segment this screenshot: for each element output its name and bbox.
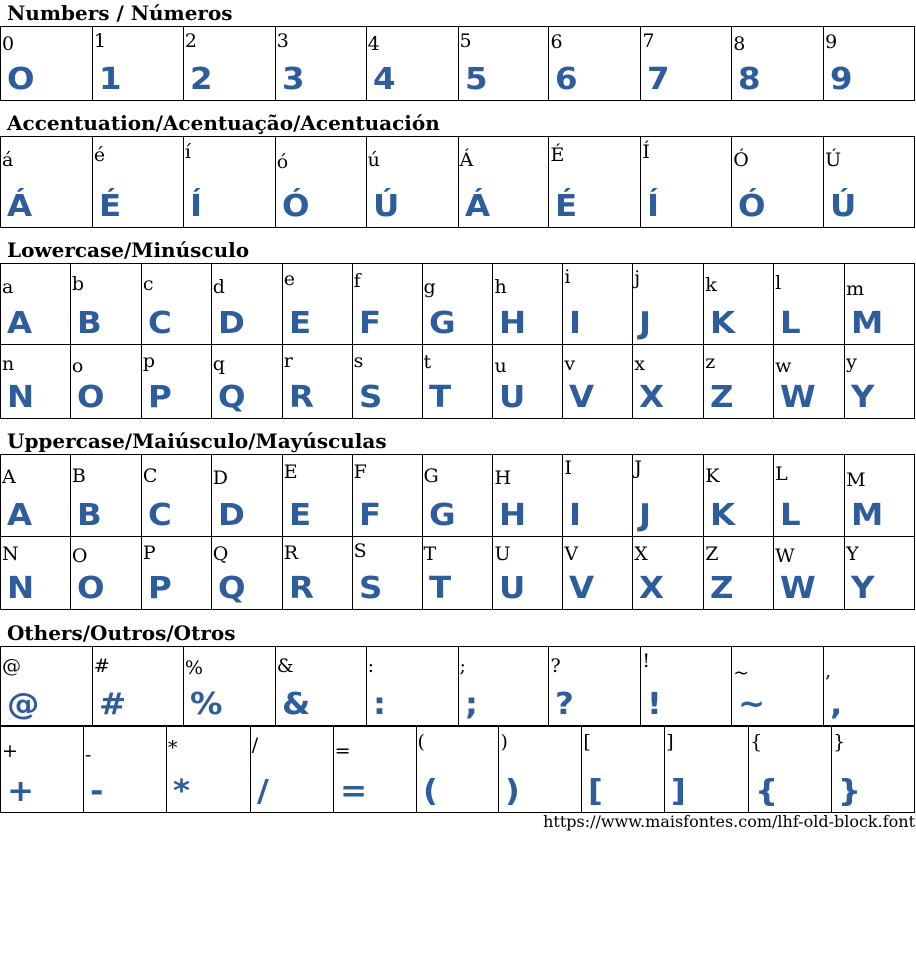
font-glyph-sample: Y xyxy=(851,571,875,606)
glyph-cell xyxy=(71,455,142,537)
font-glyph-sample: 1 xyxy=(98,62,122,97)
font-glyph-sample: X xyxy=(639,380,665,415)
section-title-accentuation: Accentuation/Acentuação/Acentuación xyxy=(7,111,440,135)
character-label: n xyxy=(2,353,15,375)
character-label: : xyxy=(367,655,375,677)
character-label: } xyxy=(833,731,846,753)
glyph-cell xyxy=(641,647,732,726)
lowercase-grid-row-1 xyxy=(0,263,915,345)
font-glyph-sample: : xyxy=(372,687,386,722)
glyph-cell xyxy=(283,536,353,610)
character-label: A xyxy=(2,466,16,488)
character-label: u xyxy=(494,355,507,377)
glyph-cell xyxy=(633,344,704,419)
glyph-cell xyxy=(1,344,71,419)
character-label: S xyxy=(353,540,367,562)
glyph-cell xyxy=(423,536,494,610)
font-glyph-sample: Z xyxy=(710,571,734,606)
character-label: ú xyxy=(367,149,380,171)
character-label: j xyxy=(634,267,641,289)
character-label: ( xyxy=(417,731,425,753)
character-label: R xyxy=(283,542,298,564)
character-label: c xyxy=(142,273,154,295)
font-glyph-sample: S xyxy=(358,380,382,415)
character-label: z xyxy=(705,351,716,373)
font-glyph-sample: E xyxy=(288,498,311,533)
character-label: ) xyxy=(500,731,508,753)
glyph-cell xyxy=(845,536,915,610)
font-glyph-sample: Á xyxy=(7,189,33,224)
font-glyph-sample: 7 xyxy=(647,62,670,97)
glyph-cell xyxy=(283,264,353,345)
font-glyph-sample: F xyxy=(358,306,381,341)
glyph-cell xyxy=(276,647,367,726)
glyph-cell xyxy=(1,137,93,228)
accentuation-grid xyxy=(0,136,915,228)
font-glyph-sample: } xyxy=(838,774,862,809)
font-glyph-sample: [ xyxy=(588,774,604,809)
font-glyph-sample: Z xyxy=(710,380,734,415)
glyph-cell xyxy=(633,264,704,345)
glyph-cell xyxy=(353,264,423,345)
character-label: { xyxy=(750,731,763,753)
glyph-cell xyxy=(212,264,283,345)
font-glyph-sample: K xyxy=(710,498,736,533)
font-glyph-sample: M xyxy=(851,306,884,341)
font-glyph-sample: Ú xyxy=(372,189,399,224)
glyph-cell xyxy=(493,264,563,345)
font-glyph-sample: V xyxy=(569,380,595,415)
glyph-cell xyxy=(704,455,774,537)
glyph-cell xyxy=(184,647,276,726)
glyph-cell xyxy=(1,264,71,345)
glyph-cell xyxy=(251,727,334,813)
character-label: Í xyxy=(642,141,650,163)
character-label: l xyxy=(775,272,782,294)
glyph-cell xyxy=(563,455,633,537)
glyph-cell xyxy=(633,455,704,537)
character-label: F xyxy=(353,461,367,483)
font-glyph-sample: - xyxy=(89,774,104,809)
glyph-cell xyxy=(774,264,845,345)
character-label: d xyxy=(212,276,225,298)
font-glyph-sample: C xyxy=(147,306,172,341)
glyph-cell xyxy=(641,137,732,228)
character-label: 4 xyxy=(367,33,380,55)
uppercase-grid-row-2 xyxy=(0,536,915,610)
font-glyph-sample: A xyxy=(7,498,33,533)
font-glyph-sample: Í xyxy=(647,189,660,224)
character-label: 9 xyxy=(825,31,838,53)
font-glyph-sample: I xyxy=(569,498,582,533)
character-label: 6 xyxy=(550,31,563,53)
glyph-cell xyxy=(1,647,93,726)
font-glyph-sample: ( xyxy=(422,774,438,809)
glyph-cell xyxy=(824,137,915,228)
character-label: @ xyxy=(2,655,21,677)
glyph-cell xyxy=(276,27,367,101)
glyph-cell xyxy=(353,344,423,419)
font-glyph-sample: * xyxy=(172,774,190,809)
font-glyph-sample: ! xyxy=(647,687,663,722)
character-label: b xyxy=(71,273,85,295)
glyph-cell xyxy=(423,264,494,345)
character-label: q xyxy=(212,353,225,375)
character-label: G xyxy=(423,465,439,487)
font-glyph-sample: ) xyxy=(505,774,521,809)
glyph-cell xyxy=(549,137,641,228)
character-label: Q xyxy=(212,543,229,565)
font-glyph-sample: U xyxy=(499,380,526,415)
font-glyph-sample: R xyxy=(288,571,314,606)
glyph-cell xyxy=(417,727,500,813)
font-glyph-sample: % xyxy=(189,687,223,722)
glyph-cell xyxy=(71,536,142,610)
glyph-cell xyxy=(459,27,550,101)
character-label: Á xyxy=(459,149,474,171)
font-glyph-sample: 2 xyxy=(189,62,213,97)
glyph-cell xyxy=(732,647,824,726)
glyph-cell xyxy=(824,647,915,726)
glyph-cell xyxy=(549,647,641,726)
character-label: M xyxy=(846,469,866,491)
glyph-cell xyxy=(212,455,283,537)
font-glyph-sample: L xyxy=(780,498,801,533)
character-label: & xyxy=(276,655,294,677)
glyph-cell xyxy=(1,536,71,610)
font-glyph-sample: Í xyxy=(189,189,202,224)
character-label: / xyxy=(251,734,259,756)
glyph-cell xyxy=(212,344,283,419)
glyph-cell xyxy=(493,455,563,537)
glyph-cell xyxy=(493,344,563,419)
lowercase-grid-row-2 xyxy=(0,344,915,419)
glyph-cell xyxy=(582,727,665,813)
glyph-cell xyxy=(423,455,494,537)
character-label: á xyxy=(2,149,14,171)
character-label: a xyxy=(2,276,14,298)
glyph-cell xyxy=(665,727,749,813)
font-glyph-sample: Ó xyxy=(738,189,766,224)
character-label: H xyxy=(494,467,512,489)
character-label: Ó xyxy=(733,149,749,171)
character-label: o xyxy=(71,355,84,377)
font-glyph-sample: & xyxy=(281,687,310,722)
font-glyph-sample: G xyxy=(428,498,456,533)
character-label: N xyxy=(2,543,19,565)
font-glyph-sample: J xyxy=(639,306,652,341)
character-label: É xyxy=(550,144,565,166)
character-label: k xyxy=(705,274,717,296)
font-glyph-sample: I xyxy=(569,306,582,341)
font-glyph-sample: = xyxy=(339,774,367,809)
uppercase-grid-row-1 xyxy=(0,454,915,537)
character-label: U xyxy=(494,543,511,565)
character-label: O xyxy=(71,545,88,567)
character-label: Ú xyxy=(825,149,842,171)
glyph-cell xyxy=(1,27,93,101)
font-glyph-sample: É xyxy=(98,189,122,224)
font-glyph-sample: Ó xyxy=(281,189,310,224)
font-glyph-sample: H xyxy=(499,306,527,341)
character-label: V xyxy=(564,543,579,565)
glyph-cell xyxy=(845,344,915,419)
glyph-cell xyxy=(493,536,563,610)
font-glyph-sample: O xyxy=(7,62,35,97)
glyph-cell xyxy=(563,536,633,610)
character-label: i xyxy=(564,266,571,288)
font-glyph-sample: A xyxy=(7,306,33,341)
font-glyph-sample: B xyxy=(76,498,102,533)
glyph-cell xyxy=(774,344,845,419)
font-glyph-sample: W xyxy=(780,380,816,415)
character-label: 7 xyxy=(642,30,655,52)
glyph-cell xyxy=(184,137,276,228)
section-title-others: Others/Outros/Otros xyxy=(7,621,236,645)
font-glyph-sample: Ú xyxy=(830,189,857,224)
character-label: 1 xyxy=(93,30,106,52)
glyph-cell xyxy=(367,647,459,726)
glyph-cell xyxy=(212,536,283,610)
font-glyph-sample: M xyxy=(851,498,884,533)
character-label: # xyxy=(93,655,110,677)
character-label: ? xyxy=(550,655,561,677)
glyph-cell xyxy=(633,536,704,610)
glyph-cell xyxy=(641,27,732,101)
glyph-cell xyxy=(704,264,774,345)
others-grid-row-1 xyxy=(0,646,915,726)
glyph-cell xyxy=(732,137,824,228)
character-label: K xyxy=(705,465,720,487)
font-glyph-sample: J xyxy=(639,498,652,533)
glyph-cell xyxy=(367,27,459,101)
character-label: 8 xyxy=(733,33,746,55)
font-glyph-sample: F xyxy=(358,498,381,533)
character-label: , xyxy=(825,660,832,682)
character-label: w xyxy=(775,355,792,377)
font-glyph-sample: O xyxy=(76,571,105,606)
glyph-cell xyxy=(749,727,832,813)
font-glyph-sample: ~ xyxy=(738,687,766,722)
font-glyph-sample: V xyxy=(569,571,595,606)
glyph-cell xyxy=(1,727,84,813)
character-label: * xyxy=(167,737,178,759)
glyph-cell xyxy=(276,137,367,228)
glyph-cell xyxy=(167,727,251,813)
character-label: s xyxy=(353,350,364,372)
font-glyph-sample: N xyxy=(7,571,35,606)
font-glyph-sample: D xyxy=(217,498,245,533)
font-glyph-sample: R xyxy=(288,380,314,415)
font-glyph-sample: D xyxy=(217,306,245,341)
character-label: [ xyxy=(583,731,591,753)
font-glyph-sample: U xyxy=(499,571,526,606)
glyph-cell xyxy=(283,455,353,537)
character-label: T xyxy=(423,543,437,565)
character-label: P xyxy=(142,542,156,564)
section-title-uppercase: Uppercase/Maiúsculo/Mayúsculas xyxy=(7,429,387,453)
character-label: h xyxy=(494,276,507,298)
character-label: L xyxy=(775,463,788,485)
font-glyph-sample: , xyxy=(830,687,843,722)
character-label: Y xyxy=(846,543,859,565)
character-label: v xyxy=(564,353,576,375)
glyph-cell xyxy=(142,536,212,610)
character-label: B xyxy=(71,465,86,487)
font-glyph-sample: { xyxy=(755,774,779,809)
glyph-cell xyxy=(832,727,915,813)
glyph-cell xyxy=(334,727,417,813)
glyph-cell xyxy=(774,536,845,610)
font-glyph-sample: T xyxy=(428,380,451,415)
character-label: % xyxy=(184,657,203,679)
glyph-cell xyxy=(84,727,167,813)
glyph-cell xyxy=(845,264,915,345)
character-label: f xyxy=(353,270,361,292)
character-label: 2 xyxy=(184,30,197,52)
character-label: g xyxy=(423,276,436,298)
font-glyph-sample: W xyxy=(780,571,816,606)
character-label: ; xyxy=(459,655,466,677)
section-title-lowercase: Lowercase/Minúsculo xyxy=(7,238,250,262)
glyph-cell xyxy=(563,264,633,345)
font-glyph-sample: 9 xyxy=(830,62,853,97)
font-glyph-sample: É xyxy=(555,189,578,224)
font-glyph-sample: ] xyxy=(671,774,687,809)
font-glyph-sample: X xyxy=(639,571,665,606)
character-label: x xyxy=(634,353,646,375)
glyph-cell xyxy=(824,27,915,101)
font-glyph-sample: L xyxy=(780,306,801,341)
others-grid-row-2 xyxy=(0,726,915,813)
glyph-cell xyxy=(845,455,915,537)
font-glyph-sample: # xyxy=(98,687,127,722)
font-glyph-sample: ? xyxy=(555,687,575,722)
glyph-cell xyxy=(93,137,184,228)
font-glyph-sample: T xyxy=(428,571,451,606)
character-label: W xyxy=(775,545,795,567)
font-glyph-sample: P xyxy=(147,380,172,415)
font-glyph-sample: S xyxy=(358,571,382,606)
glyph-cell xyxy=(1,455,71,537)
character-label: 0 xyxy=(2,33,15,55)
font-glyph-sample: P xyxy=(147,571,172,606)
glyph-cell xyxy=(93,27,184,101)
font-glyph-sample: H xyxy=(499,498,527,533)
font-glyph-sample: N xyxy=(7,380,35,415)
character-label: ó xyxy=(276,151,289,173)
character-label: J xyxy=(634,457,642,479)
character-label: e xyxy=(283,268,295,290)
font-glyph-sample: ; xyxy=(464,687,478,722)
character-label: ~ xyxy=(733,662,750,684)
character-label: y xyxy=(846,351,857,373)
font-glyph-sample: @ xyxy=(7,687,40,722)
character-label: p xyxy=(142,350,156,372)
glyph-cell xyxy=(704,536,774,610)
character-label: ] xyxy=(666,731,674,753)
glyph-cell xyxy=(549,27,641,101)
font-glyph-sample: Q xyxy=(217,571,246,606)
glyph-cell xyxy=(184,27,276,101)
font-glyph-sample: Q xyxy=(217,380,246,415)
character-label: Z xyxy=(705,543,719,565)
character-label: m xyxy=(846,278,865,300)
section-title-numbers: Numbers / Números xyxy=(7,1,233,25)
character-label: 5 xyxy=(459,30,472,52)
font-glyph-sample: 4 xyxy=(372,62,396,97)
font-glyph-sample: 5 xyxy=(464,62,488,97)
glyph-cell xyxy=(459,647,550,726)
character-label: ! xyxy=(642,650,650,672)
character-label: + xyxy=(2,740,18,762)
font-glyph-sample: + xyxy=(7,774,35,809)
character-label: r xyxy=(283,350,293,372)
glyph-cell xyxy=(283,344,353,419)
glyph-cell xyxy=(93,647,184,726)
font-glyph-sample: O xyxy=(76,380,105,415)
glyph-cell xyxy=(71,264,142,345)
character-label: = xyxy=(334,740,351,762)
glyph-cell xyxy=(459,137,550,228)
character-label: E xyxy=(283,461,298,483)
glyph-cell xyxy=(732,27,824,101)
character-label: D xyxy=(212,467,228,489)
font-glyph-sample: / xyxy=(256,774,269,809)
font-glyph-sample: E xyxy=(288,306,311,341)
glyph-cell xyxy=(142,264,212,345)
font-glyph-sample: K xyxy=(710,306,736,341)
character-label: t xyxy=(423,351,432,373)
font-glyph-sample: G xyxy=(428,306,456,341)
glyph-cell xyxy=(774,455,845,537)
character-label: C xyxy=(142,465,158,487)
glyph-cell xyxy=(142,344,212,419)
glyph-cell xyxy=(704,344,774,419)
font-glyph-sample: Y xyxy=(851,380,875,415)
font-glyph-sample: B xyxy=(76,306,102,341)
glyph-cell xyxy=(563,344,633,419)
character-label: X xyxy=(634,543,648,565)
font-glyph-sample: 6 xyxy=(555,62,578,97)
character-label: 3 xyxy=(276,30,289,52)
font-glyph-sample: 3 xyxy=(281,62,305,97)
font-glyph-sample: C xyxy=(147,498,172,533)
glyph-cell xyxy=(353,455,423,537)
glyph-cell xyxy=(367,137,459,228)
character-label: í xyxy=(184,141,191,163)
character-label: é xyxy=(93,144,106,166)
font-glyph-sample: Á xyxy=(464,189,490,224)
font-glyph-sample: 8 xyxy=(738,62,761,97)
character-label: I xyxy=(564,457,572,479)
character-label: - xyxy=(84,744,92,766)
numbers-grid xyxy=(0,26,915,101)
glyph-cell xyxy=(423,344,494,419)
glyph-cell xyxy=(353,536,423,610)
glyph-cell xyxy=(142,455,212,537)
glyph-cell xyxy=(71,344,142,419)
footer-source-url[interactable]: https://www.maisfontes.com/lhf-old-block.font xyxy=(543,812,915,831)
glyph-cell xyxy=(499,727,582,813)
